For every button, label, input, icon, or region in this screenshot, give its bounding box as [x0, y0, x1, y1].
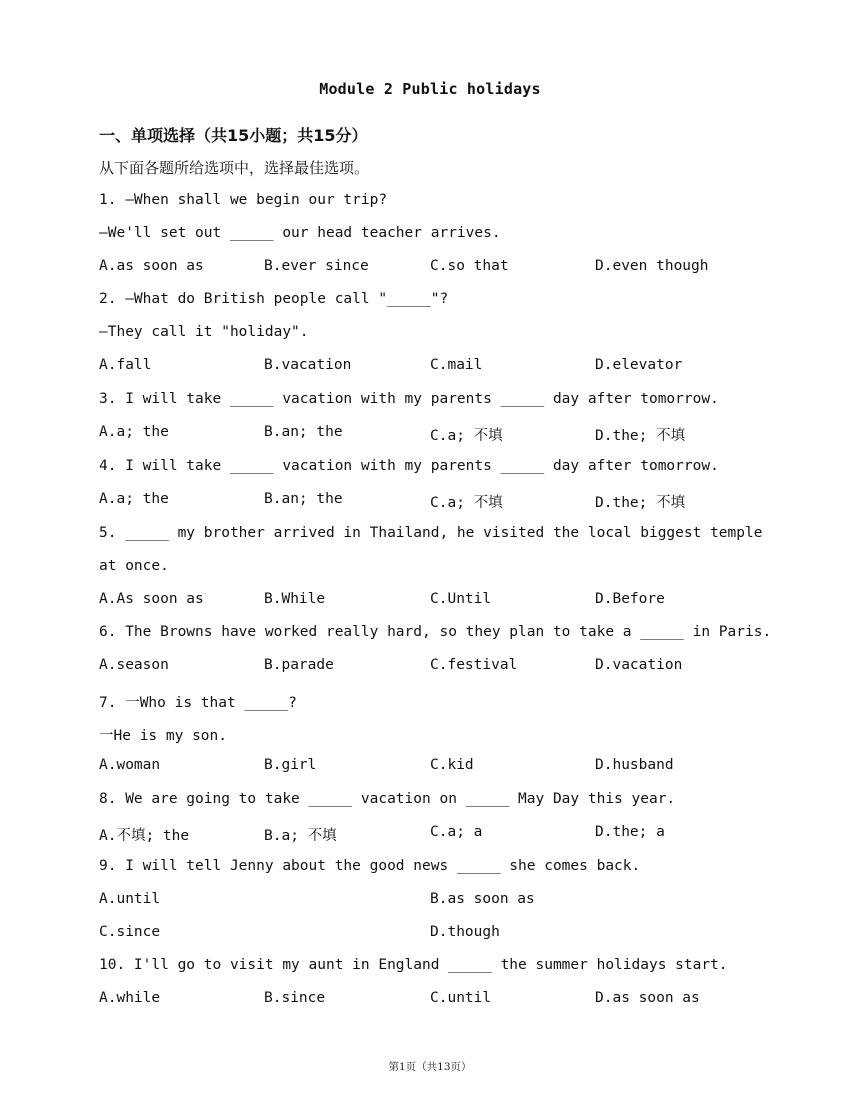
question-3-stem: 3. I will take _____ vacation with my parents _____ day after tomorrow. [99, 391, 719, 407]
question-5-line-2: at once. [99, 558, 169, 574]
question-2-option-d: D.elevator [595, 357, 683, 373]
question-3-option-d: D.the; 不填 [595, 428, 686, 444]
question-6-option-c: C.festival [430, 657, 518, 673]
question-7-stem: 7. 一Who is that _____? [99, 695, 297, 711]
question-9-option-b: B.as soon as [430, 891, 535, 907]
question-7-option-a: A.woman [99, 757, 161, 773]
question-8-option-d: D.the; a [595, 824, 665, 840]
question-10-stem: 10. I'll go to visit my aunt in England _____ the summer holidays start. [99, 957, 728, 973]
question-4-stem: 4. I will take _____ vacation with my parents _____ day after tomorrow. [99, 458, 719, 474]
question-9-option-d: D.though [430, 924, 500, 940]
question-9-option-c: C.since [99, 924, 161, 940]
question-3-option-c: C.a; 不填 [430, 428, 503, 444]
question-1-option-a: A.as soon as [99, 258, 204, 274]
question-4-option-a: A.a; the [99, 491, 169, 507]
question-10-option-d: D.as soon as [595, 990, 700, 1006]
question-10-option-a: A.while [99, 990, 161, 1006]
question-4-option-b: B.an; the [264, 491, 343, 507]
question-6-option-b: B.parade [264, 657, 334, 673]
question-5-option-c: C.Until [430, 591, 492, 607]
question-8-option-c: C.a; a [430, 824, 483, 840]
question-9-option-a: A.until [99, 891, 161, 907]
question-8-option-a: A.不填; the [99, 828, 190, 844]
question-3-option-b: B.an; the [264, 424, 343, 440]
question-8-option-b: B.a; 不填 [264, 828, 337, 844]
question-7-option-c: C.kid [430, 757, 474, 773]
section-heading: 一、单项选择（共15小题；共15分） [99, 126, 368, 145]
question-7-line-2: 一He is my son. [99, 728, 227, 744]
question-1-line-2: —We'll set out _____ our head teacher arrives. [99, 225, 501, 241]
question-9-stem: 9. I will tell Jenny about the good news _____ she comes back. [99, 858, 641, 874]
question-7-option-b: B.girl [264, 757, 317, 773]
question-2-option-c: C.mail [430, 357, 483, 373]
question-1-option-c: C.so that [430, 258, 509, 274]
question-6-stem: 6. The Browns have worked really hard, so they plan to take a _____ in Paris. [99, 624, 772, 640]
question-1-option-b: B.ever since [264, 258, 369, 274]
question-10-option-c: C.until [430, 990, 492, 1006]
question-1-stem: 1. —When shall we begin our trip? [99, 192, 388, 208]
question-3-option-a: A.a; the [99, 424, 169, 440]
question-5-option-a: A.As soon as [99, 591, 204, 607]
question-2-option-a: A.fall [99, 357, 152, 373]
page-footer: 第1页（共13页） [388, 1061, 472, 1073]
question-8-stem: 8. We are going to take _____ vacation on _____ May Day this year. [99, 791, 676, 807]
question-5-option-b: B.While [264, 591, 326, 607]
question-5-option-d: D.Before [595, 591, 665, 607]
question-4-option-c: C.a; 不填 [430, 495, 503, 511]
question-4-option-d: D.the; 不填 [595, 495, 686, 511]
question-6-option-a: A.season [99, 657, 169, 673]
question-2-line-2: —They call it "holiday". [99, 324, 309, 340]
page-title: Module 2 Public holidays [319, 80, 541, 98]
question-7-option-d: D.husband [595, 757, 674, 773]
question-2-option-b: B.vacation [264, 357, 352, 373]
question-1-option-d: D.even though [595, 258, 709, 274]
question-6-option-d: D.vacation [595, 657, 683, 673]
question-10-option-b: B.since [264, 990, 326, 1006]
instruction-text: 从下面各题所给选项中，选择最佳选项。 [99, 159, 370, 177]
question-2-stem: 2. —What do British people call "_____"? [99, 291, 449, 307]
question-5-stem: 5. _____ my brother arrived in Thailand, he visited the local biggest temple [99, 525, 763, 541]
